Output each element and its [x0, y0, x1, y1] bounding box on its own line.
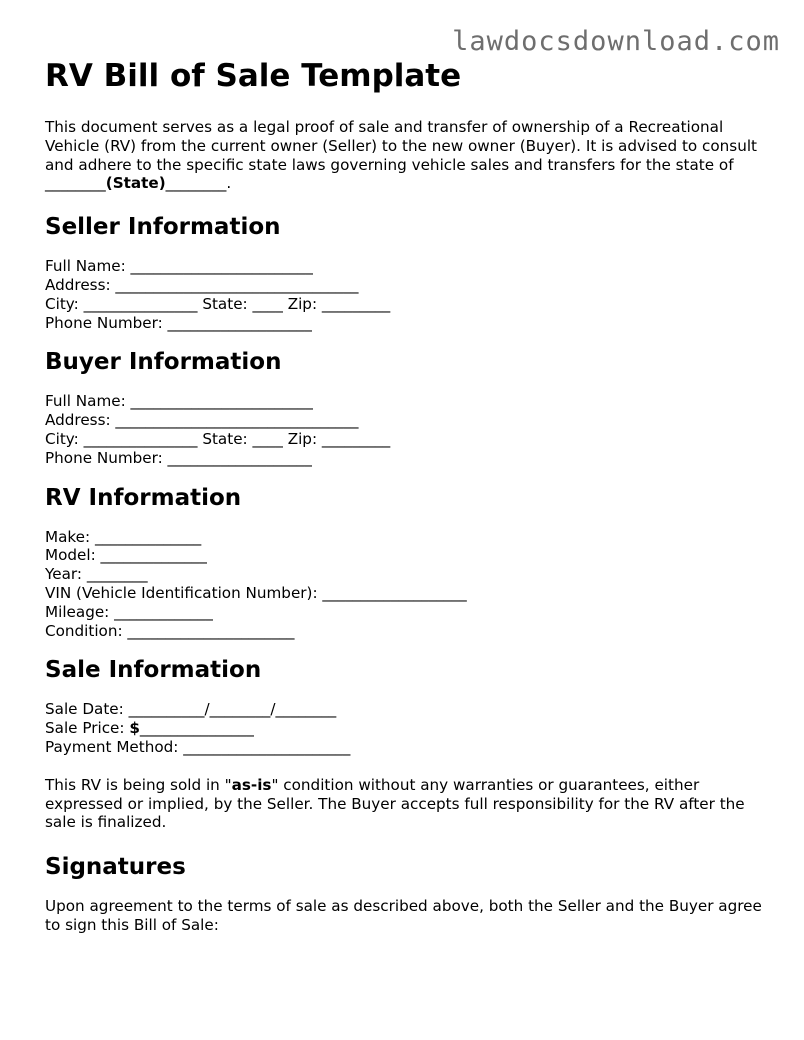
seller-heading: Seller Information — [45, 214, 281, 241]
page-title: RV Bill of Sale Template — [45, 58, 462, 94]
intro-paragraph — [45, 118, 765, 193]
buyer-address-field[interactable]: Address: ________________________________ — [45, 411, 359, 430]
rv-heading: RV Information — [45, 484, 242, 511]
sale-price-field[interactable] — [45, 719, 765, 738]
seller-phone-field[interactable]: Phone Number: ___________________ — [45, 313, 312, 332]
seller-full-name-field[interactable]: Full Name: ________________________ — [45, 257, 313, 276]
watermark: lawdocsdownload.com — [452, 26, 780, 57]
rv-fields — [45, 528, 765, 641]
rv-make-field[interactable]: Make: ______________ — [45, 527, 202, 546]
rv-mileage-field[interactable]: Mileage: _____________ — [45, 602, 213, 621]
buyer-heading: Buyer Information — [45, 349, 282, 376]
as-is-emphasis: as-is — [231, 775, 272, 794]
intro-text: This document serves as a legal proof of sale and transfer of ownership of a Recreational Vehicle (RV) from the current owner (Seller) to the new owner (Buyer). It is advised to consult and adhere to the specific state laws governing vehicle sales and transfers for the state of ________ — [45, 118, 757, 193]
sale-price-blank: _______________ — [139, 719, 254, 738]
sale-heading: Sale Information — [45, 657, 262, 684]
state-placeholder: (State) — [105, 174, 166, 193]
rv-year-field[interactable]: Year: ________ — [45, 565, 148, 584]
buyer-full-name-field[interactable]: Full Name: ________________________ — [45, 392, 313, 411]
sale-price-label: Sale Price: — [45, 719, 130, 738]
rv-vin-field[interactable]: VIN (Vehicle Identification Number): ___________________ — [45, 583, 467, 602]
document-page — [45, 56, 765, 935]
signatures-heading: Signatures — [45, 854, 186, 881]
seller-city-state-zip-field[interactable]: City: _______________ State: ____ Zip: _________ — [45, 294, 391, 313]
as-is-text-end: " condition without any warranties or guarantees, either expressed or implied, by the Seller. The Buyer accepts full responsibility for the RV after the sale is finalized. — [45, 775, 745, 832]
rv-condition-field[interactable]: Condition: ______________________ — [45, 621, 295, 640]
payment-method-field[interactable]: Payment Method: ______________________ — [45, 737, 351, 756]
sale-date-field[interactable]: Sale Date: __________/________/________ — [45, 700, 337, 719]
seller-fields — [45, 257, 765, 332]
buyer-fields — [45, 392, 765, 467]
buyer-city-state-zip-field[interactable]: City: _______________ State: ____ Zip: _________ — [45, 429, 391, 448]
as-is-text-start: This RV is being sold in " — [45, 775, 232, 794]
sale-fields — [45, 700, 765, 756]
intro-text-end: ________. — [165, 174, 232, 193]
signatures-paragraph: Upon agreement to the terms of sale as described above, both the Seller and the Buyer agree to sign this Bill of Sale: — [45, 897, 762, 934]
buyer-phone-field[interactable]: Phone Number: ___________________ — [45, 448, 312, 467]
dollar-symbol: $ — [129, 719, 140, 738]
seller-address-field[interactable]: Address: ________________________________ — [45, 275, 359, 294]
rv-model-field[interactable]: Model: ______________ — [45, 546, 207, 565]
as-is-paragraph — [45, 776, 765, 832]
